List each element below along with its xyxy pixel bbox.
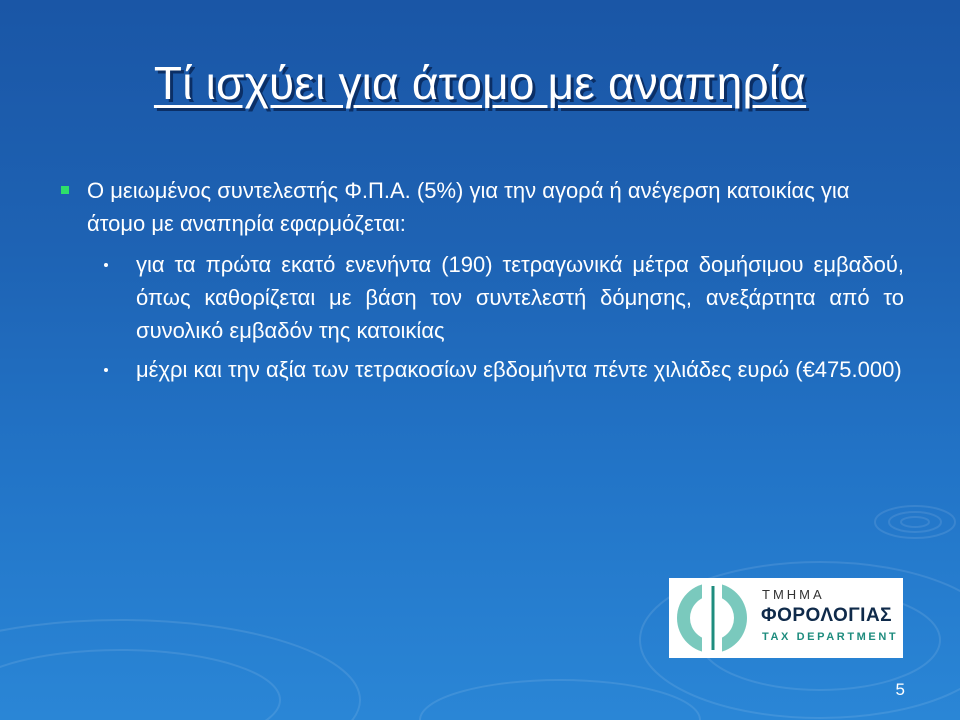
square-bullet-icon [61, 186, 69, 194]
sub-bullet-text: μέχρι και την αξία των τετρακοσίων εβδομήντα πέντε χιλιάδες ευρώ (€475.000) [136, 357, 902, 382]
main-bullet-text: Ο μειωμένος συντελεστής Φ.Π.Α. (5%) για την αγορά ή ανέγερση κατοικίας για άτομο με αναπηρία εφαρμόζεται: [87, 178, 850, 236]
slide-title: Τί ισχύει για άτομο με αναπηρία [153, 57, 807, 109]
sub-bullet-list [104, 248, 904, 386]
sub-bullet-item [104, 248, 904, 347]
tax-department-logo [669, 578, 903, 658]
dot-bullet-icon [104, 263, 108, 267]
page-number: 5 [895, 680, 905, 699]
logo-text-forologias: ΦΟΡΟΛΟΓΙΑΣ [761, 605, 893, 626]
sub-bullet-text: για τα πρώτα εκατό ενενήντα (190) τετραγωνικά μέτρα δομήσιμου εμβαδού, όπως καθορίζεται με βάση τον συντελεστή δόμησης, ανεξάρτητα από το συνολικό εμβαδόν της κατοικίας [136, 252, 904, 343]
slide-content [58, 174, 904, 392]
logo-text-tax-department: TAX DEPARTMENT [762, 631, 899, 643]
logo-text-tmima: ΤΜΗΜΑ [762, 587, 825, 602]
dot-bullet-icon [104, 368, 108, 372]
sub-bullet-item [104, 353, 904, 386]
main-bullet [58, 174, 904, 240]
